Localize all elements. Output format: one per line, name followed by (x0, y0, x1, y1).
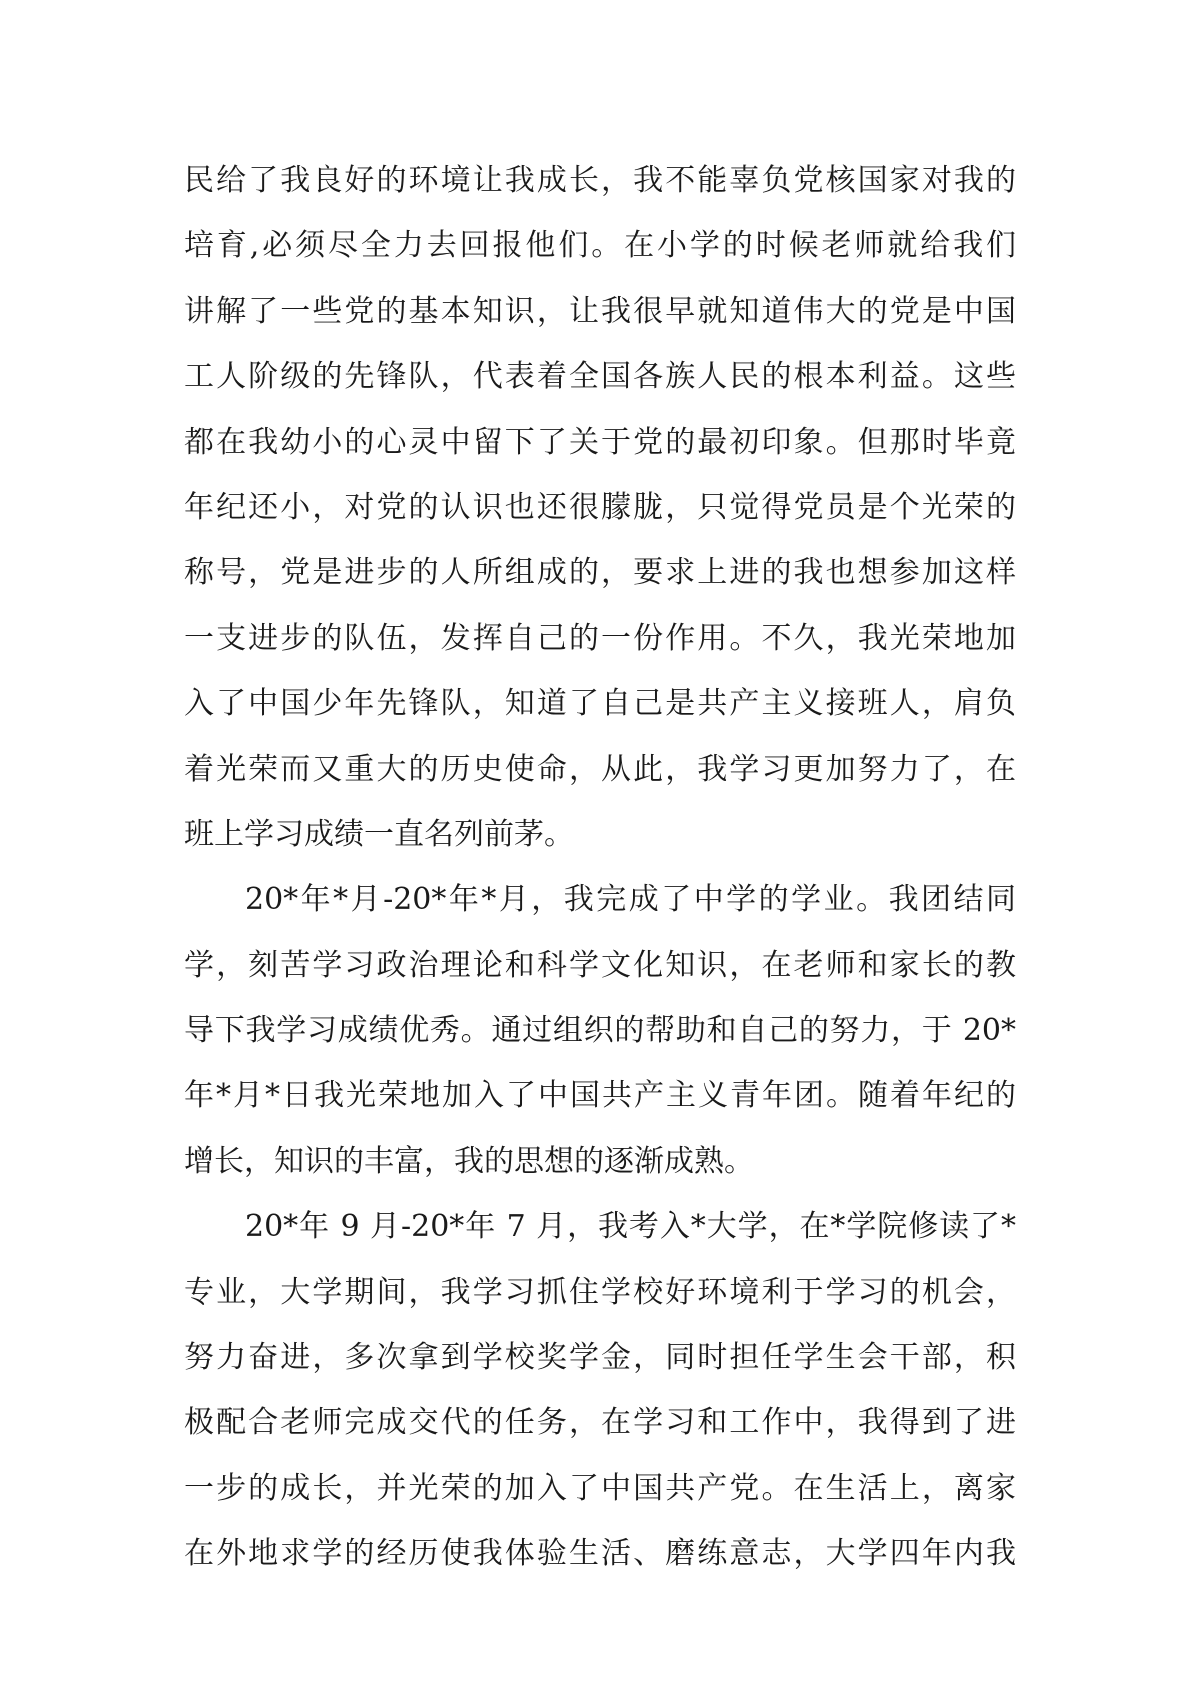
document-body (184, 148, 1016, 1587)
text-line: 民给了我良好的环境让我成长，我不能辜负党核国家对我的 (184, 163, 1016, 198)
text-line: 年*月*日我光荣地加入了中国共产主义青年团。随着年纪的 (184, 1078, 1016, 1114)
text-line: 培育,必须尽全力去回报他们。在小学的时候老师就给我们 (184, 228, 1016, 264)
paragraph-university (184, 1194, 1016, 1586)
paragraph-childhood (184, 148, 1016, 867)
text-line: 入了中国少年先锋队，知道了自己是共产主义接班人，肩负 (184, 686, 1016, 722)
text-line: 工人阶级的先锋队，代表着全国各族人民的根本利益。这些 (184, 359, 1016, 395)
text-line: 专业，大学期间，我学习抓住学校好环境利于学习的机会， (184, 1274, 1016, 1310)
text-line: 20*年*月-20*年*月，我完成了中学的学业。我团结同 (245, 882, 1016, 918)
text-line: 年纪还小，对党的认识也还很朦胧，只觉得党员是个光荣的 (184, 489, 1016, 525)
text-line: 增长，知识的丰富，我的思想的逐渐成熟。 (184, 1143, 754, 1179)
text-line: 称号，党是进步的人所组成的，要求上进的我也想参加这样 (184, 555, 1016, 591)
text-line: 着光荣而又重大的历史使命，从此，我学习更加努力了，在 (184, 751, 1016, 787)
text-line: 20*年 9 月-20*年 7 月，我考入*大学，在*学院修读了* (245, 1209, 1016, 1245)
text-line: 一支进步的队伍，发挥自己的一份作用。不久，我光荣地加 (184, 620, 1016, 656)
text-line: 班上学习成绩一直名列前茅。 (184, 816, 574, 852)
text-line: 一步的成长，并光荣的加入了中国共产党。在生活上，离家 (184, 1470, 1016, 1506)
text-line: 都在我幼小的心灵中留下了关于党的最初印象。但那时毕竟 (184, 424, 1016, 460)
text-line: 努力奋进，多次拿到学校奖学金，同时担任学生会干部，积 (184, 1340, 1016, 1376)
paragraph-middle-school (184, 867, 1016, 1194)
text-line: 导下我学习成绩优秀。通过组织的帮助和自己的努力，于 20* (184, 1013, 1016, 1049)
text-line: 讲解了一些党的基本知识，让我很早就知道伟大的党是中国 (184, 293, 1016, 329)
text-line: 在外地求学的经历使我体验生活、磨练意志，大学四年内我 (184, 1536, 1016, 1572)
text-line: 学，刻苦学习政治理论和科学文化知识，在老师和家长的教 (184, 947, 1016, 983)
text-line: 极配合老师完成交代的任务，在学习和工作中，我得到了进 (184, 1405, 1016, 1441)
